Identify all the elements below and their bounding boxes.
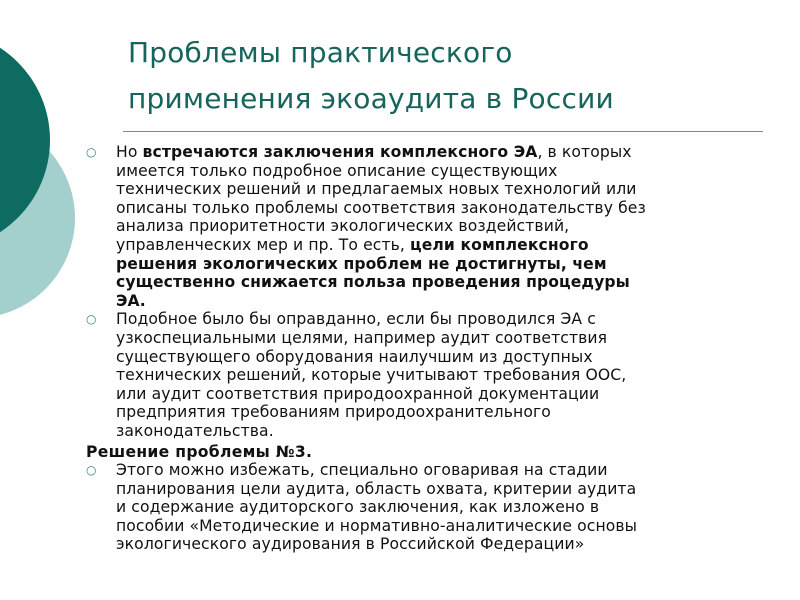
title-divider [123, 131, 763, 132]
light-circle-decoration [0, 118, 75, 318]
bullet-item-2 [86, 310, 776, 440]
bullet-item-3 [86, 461, 776, 554]
bullet-text-2: Подобное было бы оправданно, если бы проводился ЭА с узкоспециальными целями, например аудит соответствия существующего оборудования наилучшим из доступных технических решений, которые учитывают требования ООС, или аудит соответствия природоохранной документации предприятия требованиям природоохранительного законодательства. [116, 310, 627, 440]
bullet1-bold-phrase-2: цели комплексного решения экологических проблем не достигнуты, чем существенно снижается польза проведения процедуры ЭА. [116, 235, 630, 310]
bullet1-text-start: Но [116, 143, 143, 161]
bullet1-bold-phrase-1: встречаются заключения комплексного ЭА [142, 143, 538, 161]
section-heading: Решение проблемы №3. [86, 442, 313, 461]
slide-title-line-1: Проблемы практического [128, 36, 513, 69]
slide-title-line-2: применения экоаудита в России [128, 82, 614, 115]
bullet-circle-icon: ○ [86, 312, 97, 327]
slide-title [128, 30, 768, 122]
bullet-circle-icon: ○ [86, 145, 97, 159]
bullet-text-1 [116, 143, 776, 310]
slide-body [86, 143, 776, 554]
bullet-text-3: Этого можно избежать, специально оговаривая на стадии планирования цели аудита, область охвата, критерии аудита и содержание аудиторского заключения, как изложено в пособии «Методические и нормативно-аналитические основы экологического аудирования в Российской Федерации» [116, 461, 638, 554]
dark-circle-decoration [0, 30, 50, 250]
bullet-item-1 [86, 143, 776, 310]
bullet-circle-icon: ○ [86, 463, 97, 478]
bullet1-text-middle: , в которых имеется только подробное описание существующих технических решений и предлагаемых новых технологий или описаны только проблемы соответствия законодательству без анализа приоритетности экологических воздействий, управленческих мер и пр. То есть, [116, 143, 646, 254]
